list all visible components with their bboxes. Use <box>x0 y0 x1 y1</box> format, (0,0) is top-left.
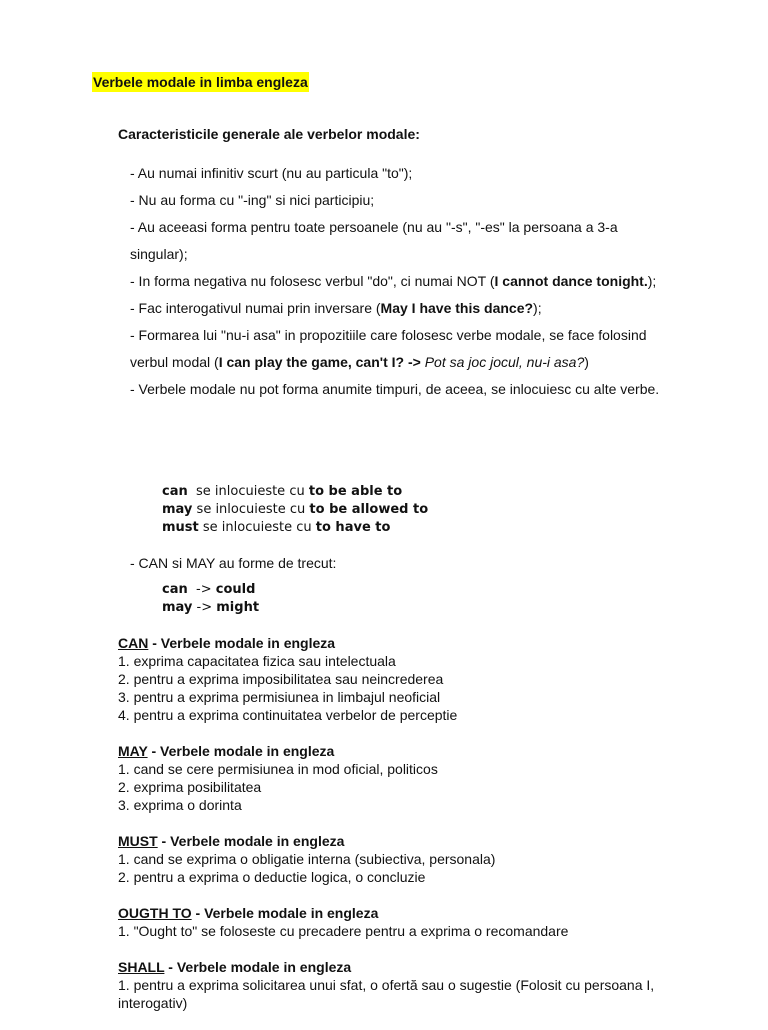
usage-list <box>118 850 678 886</box>
section-heading: SHALL - Verbele modale in engleza <box>118 959 352 975</box>
document-title: Verbele modale in limba engleza <box>93 74 308 90</box>
text-run: - Au aceeasi forma pentru toate persoanele (nu au "-s", "-es" la persoana a 3-a singular); <box>130 219 618 262</box>
text-run: ) <box>584 354 589 370</box>
text-run: - In forma negativa nu folosesc verbul "do", ci numai NOT ( <box>130 273 495 289</box>
usage-item: 3. pentru a exprima permisiunea in limbajul neoficial <box>118 689 441 705</box>
text-run: I can play the game, can't I? -> <box>218 354 421 370</box>
replacement-row: may se inlocuieste cu to be allowed to <box>162 502 429 517</box>
text-run: - Au numai infinitiv scurt (nu au particula "to"); <box>130 165 413 181</box>
general-characteristics-heading: Caracteristicile generale ale verbelor modale: <box>118 126 420 142</box>
usage-item: 1. pentru a exprima solicitarea unui sfat, o ofertă sau o sugestie (Folosit cu persoana I, interogativ) <box>118 977 655 1011</box>
modal-verb-name: SHALL <box>118 959 165 975</box>
text-run: - Formarea lui "nu-i asa" in propozitiile care folosesc verbe modale, se face folosind verbul modal ( <box>130 327 647 370</box>
characteristic-item <box>118 295 666 322</box>
usage-list <box>118 976 678 1012</box>
modal-section-may <box>118 742 678 814</box>
usage-item: 2. pentru a exprima o deductie logica, o concluzie <box>118 869 426 885</box>
section-heading: MUST - Verbele modale in engleza <box>118 833 345 849</box>
modal-verb-sections <box>118 634 678 1030</box>
section-heading: OUGTH TO - Verbele modale in engleza <box>118 905 379 921</box>
past-forms-list <box>162 581 259 617</box>
usage-item: 4. pentru a exprima continuitatea verbelor de perceptie <box>118 707 458 723</box>
characteristics-list <box>118 160 666 403</box>
characteristic-item <box>118 322 666 376</box>
past-form-row: can -> could <box>162 582 256 597</box>
usage-item: 3. exprima o dorinta <box>118 797 242 813</box>
modal-verb-name: OUGTH TO <box>118 905 192 921</box>
characteristic-item <box>118 268 666 295</box>
usage-list <box>118 922 678 940</box>
modal-verb-name: CAN <box>118 635 149 651</box>
usage-list <box>118 760 678 814</box>
past-form-row: may -> might <box>162 600 260 615</box>
text-run: - Nu au forma cu "-ing" si nici participiu; <box>130 192 375 208</box>
text-run: Pot sa joc jocul, nu-i asa? <box>424 354 585 370</box>
modal-section-shall <box>118 958 678 1012</box>
text-run: ); <box>647 273 657 289</box>
replacement-row: must se inlocuieste cu to have to <box>162 520 391 535</box>
past-forms-intro: - CAN si MAY au forme de trecut: <box>130 555 337 571</box>
text-run: - Verbele modale nu pot forma anumite timpuri, de aceea, se inlocuiesc cu alte verbe. <box>130 381 660 397</box>
usage-item: 1. cand se exprima o obligatie interna (subiectiva, personala) <box>118 851 496 867</box>
usage-item: 1. cand se cere permisiunea in mod oficial, politicos <box>118 761 438 777</box>
modal-section-ought-to <box>118 904 678 940</box>
characteristic-item <box>118 214 666 268</box>
text-run: - Fac interogativul numai prin inversare ( <box>130 300 381 316</box>
section-heading: MAY - Verbele modale in engleza <box>118 743 335 759</box>
modal-verb-name: MAY <box>118 743 148 759</box>
text-run: May I have this dance? <box>380 300 534 316</box>
characteristic-item <box>118 160 666 187</box>
usage-item: 1. exprima capacitatea fizica sau intelectuala <box>118 653 396 669</box>
text-run: I cannot dance tonight. <box>494 273 648 289</box>
modal-section-must <box>118 832 678 886</box>
characteristic-item <box>118 376 666 403</box>
text-run: ); <box>533 300 542 316</box>
replacement-list <box>162 483 428 537</box>
section-heading: CAN - Verbele modale in engleza <box>118 635 336 651</box>
usage-item: 1. "Ought to" se foloseste cu precadere pentru a exprima o recomandare <box>118 923 569 939</box>
usage-list <box>118 652 678 724</box>
characteristic-item <box>118 187 666 214</box>
usage-item: 2. pentru a exprima imposibilitatea sau neincrederea <box>118 671 444 687</box>
modal-verb-name: MUST <box>118 833 158 849</box>
modal-section-can <box>118 634 678 724</box>
replacement-row: can se inlocuieste cu to be able to <box>162 484 403 499</box>
usage-item: 2. exprima posibilitatea <box>118 779 262 795</box>
